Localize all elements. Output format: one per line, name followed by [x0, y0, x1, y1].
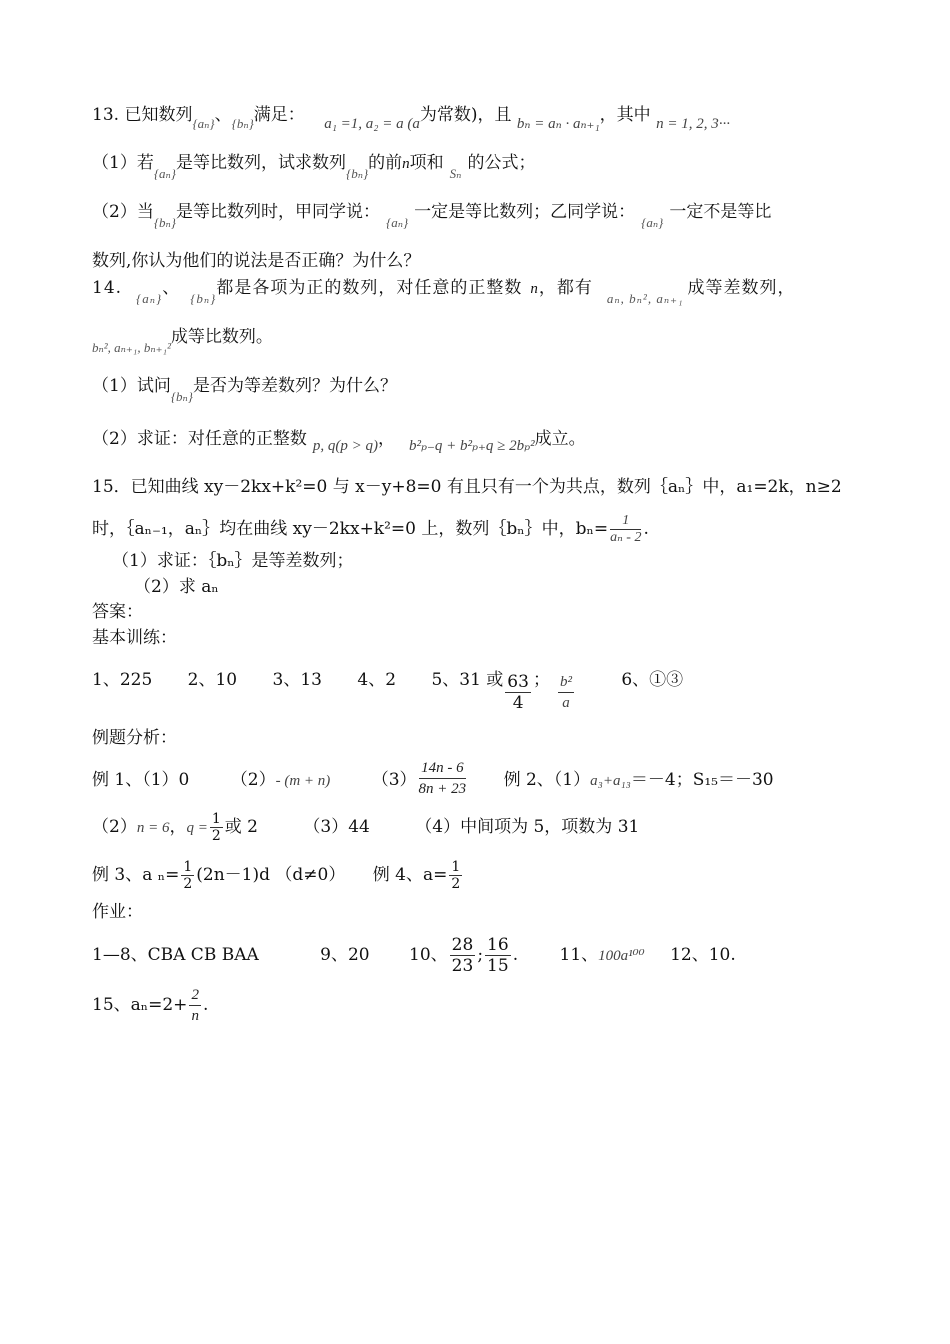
homework-12: 12、10.	[670, 945, 736, 965]
sum-sn: Sₙ	[449, 166, 462, 181]
seq-a: {aₙ}	[136, 291, 163, 306]
q13-relation: bₙ = aₙ · aₙ₊₁	[516, 116, 600, 132]
q14-part1	[92, 375, 397, 404]
q15-line2	[92, 513, 649, 546]
numerator: 14n - 6	[419, 758, 467, 779]
q14-line1	[92, 277, 796, 306]
example1-fraction	[419, 758, 467, 799]
homework-line2	[92, 985, 208, 1026]
q15-line1	[92, 476, 842, 498]
answers-heading: 答案：	[92, 602, 143, 622]
q13-text: 为常数	[419, 105, 471, 125]
seq-b: {bₙ}	[190, 291, 217, 306]
homework-11-expr: 100a¹⁰⁰	[598, 948, 645, 964]
q14-line2	[92, 326, 273, 355]
q13-text: 13. 已知数列	[92, 105, 193, 125]
answer-5-fraction-b	[558, 672, 574, 713]
period: .	[202, 995, 209, 1015]
seq-b: {bₙ}	[231, 116, 254, 131]
q14-text: ，都有	[538, 278, 593, 298]
answers-title	[92, 601, 143, 623]
q14-text: （1）试问	[92, 376, 171, 396]
seq-a: {aₙ}	[641, 215, 664, 230]
q15-text: （1）求证：｛bₙ｝是等差数列；	[112, 551, 354, 571]
answer-3: 3、13	[272, 670, 322, 690]
example2-part1: 例 2、（1）	[503, 770, 591, 790]
answer-5: 5、31 或	[431, 670, 504, 690]
q13-text: 项和	[409, 153, 444, 173]
example3-fraction	[181, 859, 194, 892]
separator: ;	[477, 945, 484, 965]
homework-15: 15、aₙ=2+	[92, 995, 188, 1015]
denominator: 2	[451, 876, 461, 892]
denominator: 23	[451, 956, 474, 976]
q14-text: 、	[162, 278, 181, 298]
example2-q: q =	[186, 820, 208, 836]
homework-10-fraction-b	[485, 935, 511, 976]
denominator: n	[191, 1008, 199, 1024]
homework-line1	[92, 935, 736, 976]
example3-line	[92, 859, 464, 892]
q13-part2	[92, 201, 772, 230]
example1-expr: - (m + n)	[275, 773, 331, 789]
q14-part2	[92, 428, 586, 454]
separator: ，	[169, 817, 187, 837]
q13-text: 、	[214, 105, 232, 125]
denominator: 8n + 23	[418, 781, 467, 797]
example2-n: n = 6	[136, 820, 170, 836]
example2-line	[92, 811, 639, 844]
q14-text: 成等比数列。	[170, 327, 273, 347]
homework-10: 10、	[409, 945, 448, 965]
q13-line1	[92, 104, 730, 132]
example3-label: 例 3、a ₙ=	[92, 865, 180, 885]
example1-part1: 例 1、（1）0	[92, 770, 190, 790]
numerator: 1	[183, 859, 193, 875]
answer-5-fraction	[505, 672, 531, 713]
example3-expr: (2n－1)d （d≠0）	[196, 865, 346, 885]
basic-title	[92, 627, 177, 649]
denominator: a	[562, 695, 570, 711]
q15-part1	[112, 550, 354, 572]
q15-text: 时，｛aₙ₋₁，aₙ｝均在曲线 xy－2kx+k²=0 上，数列｛bₙ｝中，bₙ=	[92, 519, 609, 539]
homework-15-fraction	[189, 985, 201, 1026]
q13-text: 一定是等比数列；乙同学说：	[414, 202, 636, 222]
seq-b: {bₙ}	[170, 389, 193, 404]
q13-text: ，其中	[599, 105, 651, 125]
q13-condition: a₁ =1, a₂ = a (a	[324, 116, 420, 132]
seq-a: {aₙ}	[153, 166, 176, 181]
q13-text: （2）当	[92, 202, 154, 222]
example2-part3: （3）44	[303, 817, 370, 837]
q15-fraction	[610, 513, 641, 546]
example4-label: 例 4、a=	[372, 865, 448, 885]
homework-11: 11、	[559, 945, 599, 965]
var-n: n	[402, 156, 410, 172]
denominator: 4	[512, 693, 524, 713]
q13-text: 一定不是等比	[669, 202, 772, 222]
answer-2: 2、10	[187, 670, 238, 690]
q14-text: 14.	[92, 278, 123, 298]
example1-part2: （2）	[230, 770, 276, 790]
q15-text: 15．已知曲线 xy－2kx+k²=0 与 x－y+8=0 有且只有一个为共点，数列｛aₙ｝中，a₁=2k，n≥2	[92, 477, 842, 497]
q13-text: 满足：	[253, 105, 305, 125]
numerator: 16	[487, 935, 509, 955]
q13-text: 的前	[368, 153, 403, 173]
q14-text: 都是各项为正的数列，对任意的正整数	[216, 278, 523, 298]
denominator: aₙ - 2	[610, 530, 642, 545]
q14-text: 成立。	[534, 429, 586, 449]
denominator: 15	[487, 956, 509, 976]
example2-expr: a₃+a₁₃	[590, 773, 631, 789]
example2-part4: （4）中间项为 5，项数为 31	[415, 817, 640, 837]
q14-text: ，	[377, 429, 395, 449]
q15-text: .	[643, 519, 649, 539]
q13-text: 是等比数列，试求数列	[176, 153, 346, 173]
example2-result: ＝－4；S₁₅＝－30	[630, 770, 774, 790]
answer-6: 6、①③	[621, 670, 684, 690]
seq-b: {bₙ}	[153, 215, 176, 230]
numerator: 2	[189, 985, 201, 1006]
example1-part3: （3）	[371, 770, 417, 790]
q13-part1	[92, 152, 536, 181]
q14-pq: p, q(p > q)	[312, 438, 378, 454]
numerator: 1	[211, 811, 221, 827]
example2-part2: （2）	[92, 817, 137, 837]
answer-1: 1、225	[92, 670, 153, 690]
example2-fraction	[210, 811, 223, 844]
example4-fraction	[449, 859, 462, 892]
numerator: 1	[451, 859, 461, 875]
q14-arith: aₙ, bₙ², aₙ₊₁	[606, 291, 684, 306]
homework-9: 9、20	[320, 945, 370, 965]
examples-heading: 例题分析：	[92, 728, 177, 748]
example1-line	[92, 760, 774, 801]
examples-title	[92, 727, 177, 749]
denominator: 2	[183, 876, 193, 892]
homework-10-fraction-a	[450, 935, 476, 976]
answer-4: 4、2	[357, 670, 397, 690]
q15-text: （2）求 aₙ	[134, 577, 219, 597]
seq-a: {aₙ}	[386, 215, 409, 230]
q14-geom: bₙ², aₙ₊₁, bₙ₊₁²	[92, 340, 171, 355]
q13-part2-cont	[92, 250, 420, 272]
q14-text: 成等差数列，	[687, 278, 796, 298]
homework-heading: 作业：	[92, 902, 143, 922]
basic-answers	[92, 660, 684, 713]
example2-or: 或 2	[224, 817, 258, 837]
q14-text: （2）求证：对任意的正整数	[92, 429, 307, 449]
period: .	[512, 945, 519, 965]
seq-a: {aₙ}	[192, 116, 215, 131]
basic-heading: 基本训练：	[92, 628, 177, 648]
q13-text: 的公式；	[467, 153, 536, 173]
q13-text: )，且	[470, 105, 512, 125]
q14-text: 是否为等差数列？为什么？	[193, 376, 397, 396]
var-n: n	[530, 281, 539, 297]
q13-text: 数列,你认为他们的说法是否正确？为什么？	[92, 251, 421, 271]
homework-1-8: 1—8、CBA CB BAA	[92, 945, 259, 965]
q13-text: （1）若	[92, 153, 154, 173]
numerator: 28	[451, 935, 474, 955]
q13-nset: n = 1, 2, 3···	[656, 116, 730, 132]
q14-inequality: b²ₚ₋q + b²ₚ₊q ≥ 2bₚ²	[408, 438, 535, 454]
homework-title	[92, 901, 143, 923]
q13-text: 是等比数列时，甲同学说：	[176, 202, 380, 222]
numerator: b²	[558, 672, 574, 693]
q15-part2	[134, 576, 219, 598]
numerator: 1	[610, 513, 641, 530]
separator: ；	[532, 670, 550, 690]
denominator: 2	[211, 828, 221, 844]
seq-b: {bₙ}	[346, 166, 369, 181]
numerator: 63	[507, 672, 529, 692]
